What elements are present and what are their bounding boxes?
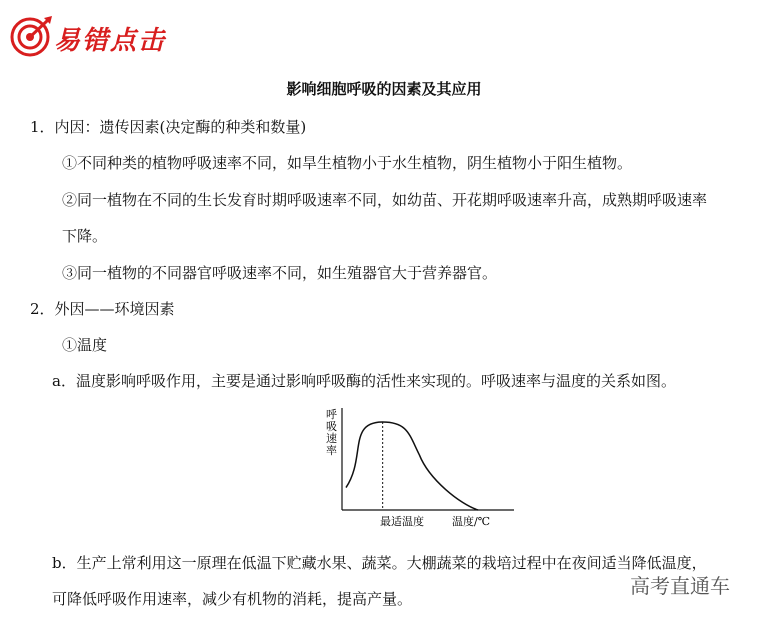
x-axis-label: 温度/℃ <box>452 515 491 528</box>
logo-text: 易错点击 <box>54 26 167 56</box>
watermark: 高考直通车 <box>630 574 730 598</box>
point-2: 2．外因——环境因素 <box>30 300 175 318</box>
respiration-curve <box>346 422 478 510</box>
target-icon <box>12 16 52 55</box>
point-2-a: ①温度 <box>62 336 108 354</box>
point-2-a-2: b．生产上常利用这一原理在低温下贮藏水果、蔬菜。大棚蔬菜的栽培过程中在夜间适当降低温度， <box>52 554 707 572</box>
point-1: 1．内因：遗传因素(决定酶的种类和数量) <box>30 118 307 136</box>
optimum-label: 最适温度 <box>380 515 424 528</box>
point-1-c: ③同一植物的不同器官呼吸速率不同，如生殖器官大于营养器官。 <box>62 264 498 282</box>
point-1-b: ②同一植物在不同的生长发育时期呼吸速率不同，如幼苗、开花期呼吸速率升高，成熟期呼吸速率 <box>62 191 708 209</box>
point-1-b-cont: 下降。 <box>62 227 108 245</box>
respiration-temperature-chart <box>318 398 518 533</box>
point-1-a: ①不同种类的植物呼吸速率不同，如旱生植物小于水生植物，阴生植物小于阳生植物。 <box>62 154 633 172</box>
point-2-a-2-cont: 可降低呼吸作用速率，减少有机物的消耗，提高产量。 <box>52 590 413 608</box>
page-title: 影响细胞呼吸的因素及其应用 <box>286 80 482 98</box>
y-axis-label: 呼吸速率 <box>326 408 337 457</box>
point-2-a-1: a．温度影响呼吸作用，主要是通过影响呼吸酶的活性来实现的。呼吸速率与温度的关系如图。 <box>52 372 676 390</box>
